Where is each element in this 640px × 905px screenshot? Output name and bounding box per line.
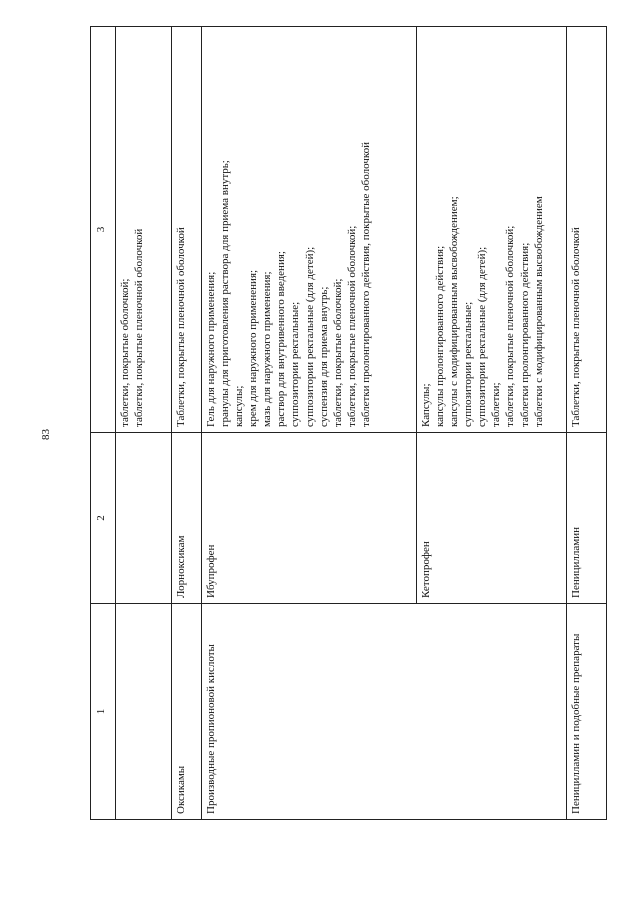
drug-cell <box>116 433 172 604</box>
header-col-1: 1 <box>91 604 116 820</box>
forms-cell: Таблетки, покрытые пленочной оболочкой <box>567 27 607 433</box>
group-cell: Оксикамы <box>172 604 202 820</box>
forms-cell: Капсулы; капсулы пролонгированного действия; капсулы с модифицированным высвобождением; суппозитории ректальные; суппозитории ректальные (для детей); таблетки; таблетки, покрытые пленочной оболочкой; таблетки пролонгированного действия; таблетки с модифицированным высвобождением <box>417 27 567 433</box>
group-cell: Пеницилламин и подобные препараты <box>567 604 607 820</box>
table-row <box>172 27 202 820</box>
header-col-3: 3 <box>91 27 116 433</box>
drug-cell: Кетопрофен <box>417 433 567 604</box>
drug-cell: Пеницилламин <box>567 433 607 604</box>
forms-cell: Гель для наружного применения; гранулы для приготовления раствора для приема внутрь; капсулы; крем для наружного применения; мазь для наружного применения; раствор для внутривенного введения; суппозитории ректальные; суппозитории ректальные (для детей); суспензия для приема внутрь; таблетки, покрытые оболочкой; таблетки, покрытые пленочной оболочкой; таблетки пролонгированного действия, покрытые оболочкой <box>202 27 417 433</box>
table-row <box>567 27 607 820</box>
group-cell <box>116 604 172 820</box>
drug-table-container <box>90 60 582 820</box>
drug-table <box>90 26 607 820</box>
table-row <box>116 27 172 820</box>
page-number: 83 <box>40 429 52 440</box>
drug-cell: Ибупрофен <box>202 433 417 604</box>
header-col-2: 2 <box>91 433 116 604</box>
forms-cell: Таблетки, покрытые пленочной оболочкой <box>172 27 202 433</box>
table-header-row <box>91 27 116 820</box>
forms-cell: таблетки, покрытые оболочкой; таблетки, покрытые пленочной оболочкой <box>116 27 172 433</box>
group-cell: Производные пропионовой кислоты <box>202 604 567 820</box>
table-row <box>202 27 417 820</box>
drug-cell: Лорноксикам <box>172 433 202 604</box>
